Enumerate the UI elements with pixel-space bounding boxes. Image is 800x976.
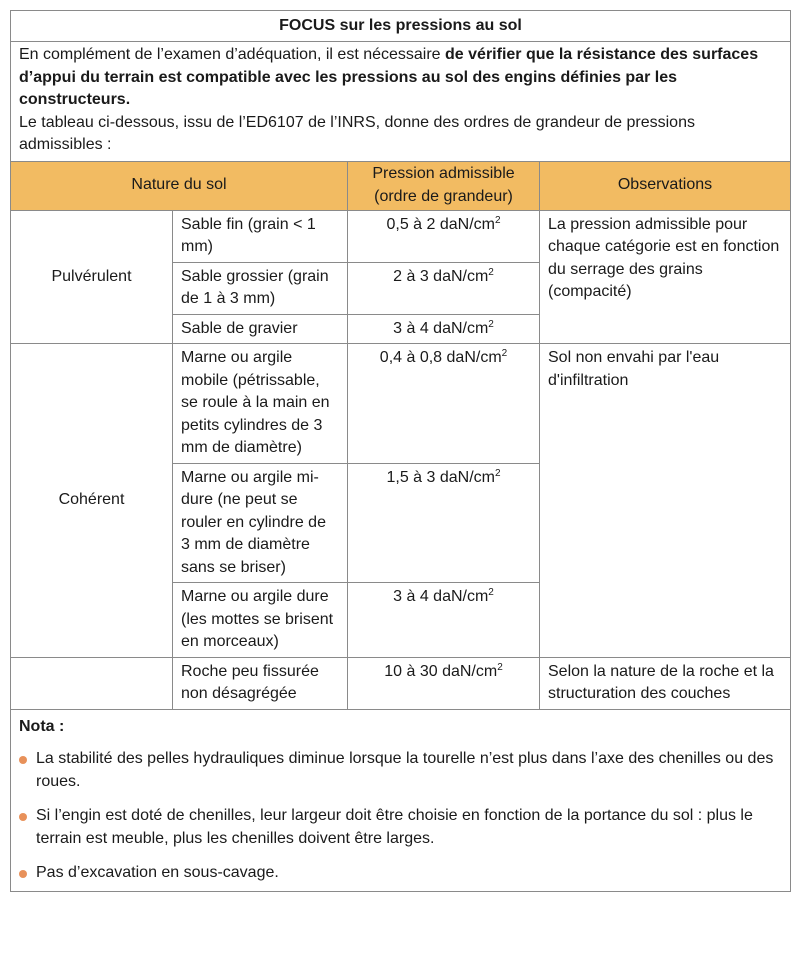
pressure-value: 3 à 4 daN/$cm^2$ bbox=[348, 314, 540, 344]
nota-item: Si l’engin est doté de chenilles, leur largeur doit être choisie en fonction de la portance du sol : plus le terrain est meuble, plus les chenilles doivent être larges. bbox=[19, 805, 782, 850]
pressure-value: 10 à 30 daN/$cm^2$ bbox=[348, 657, 540, 709]
soil-description: Sable grossier (grain de 1 à 3 mm) bbox=[173, 262, 348, 314]
soil-description: Sable fin (grain < 1 mm) bbox=[173, 210, 348, 262]
soil-description: Marne ou argile dure (les mottes se brisent en morceaux) bbox=[173, 583, 348, 658]
pressure-value: 3 à 4 daN/$cm^2$ bbox=[348, 583, 540, 658]
soil-description: Roche peu fissurée non désagrégée bbox=[173, 657, 348, 709]
focus-box bbox=[10, 10, 790, 892]
intro-bold: de vérifier que la résistance des surfaces d’appui du terrain est compatible avec les pressions au sol des engins définies par les constructeurs. bbox=[19, 46, 759, 108]
observation-cell: La pression admissible pour chaque catégorie est en fonction du serrage des grains (compacité) bbox=[540, 210, 791, 344]
bullet-dot-icon bbox=[19, 756, 27, 764]
category-cell: Cohérent bbox=[11, 344, 173, 658]
intro-part2: Le tableau ci-dessous, issu de l’ED6107 de l’INRS, donne des ordres de grandeur de pressions admissibles : bbox=[19, 113, 695, 153]
bullet-dot-icon bbox=[19, 870, 27, 878]
table-header-row bbox=[11, 161, 791, 210]
category-cell bbox=[11, 657, 173, 709]
pressure-value: 1,5 à 3 daN/$cm^2$ bbox=[348, 463, 540, 583]
header-pression: Pression admissible (ordre de grandeur) bbox=[348, 161, 540, 210]
intro-part1: En complément de l’examen d’adéquation, il est nécessaire bbox=[19, 46, 446, 63]
box-title: FOCUS sur les pressions au sol bbox=[11, 11, 791, 42]
table-row bbox=[11, 344, 791, 464]
pressure-table bbox=[10, 10, 791, 892]
pressure-value: 0,5 à 2 daN/$cm^2$ bbox=[348, 210, 540, 262]
table-row bbox=[11, 657, 791, 709]
observation-cell: Sol non envahi par l'eau d'infiltration bbox=[540, 344, 791, 658]
nota-item: La stabilité des pelles hydrauliques diminue lorsque la tourelle n’est plus dans l’axe des chenilles ou des roues. bbox=[19, 748, 782, 793]
header-observations: Observations bbox=[540, 161, 791, 210]
header-nature: Nature du sol bbox=[11, 161, 348, 210]
intro-text bbox=[11, 42, 791, 162]
category-cell: Pulvérulent bbox=[11, 210, 173, 344]
pressure-value: 2 à 3 daN/$cm^2$ bbox=[348, 262, 540, 314]
soil-description: Marne ou argile mobile (pétrissable, se roule à la main en petits cylindres de 3 mm de diamètre) bbox=[173, 344, 348, 464]
soil-description: Sable de gravier bbox=[173, 314, 348, 344]
nota-title: Nota : bbox=[19, 717, 65, 735]
nota-section bbox=[11, 709, 791, 891]
soil-description: Marne ou argile mi-dure (ne peut se rouler en cylindre de 3 mm de diamètre sans se briser) bbox=[173, 463, 348, 583]
nota-item: Pas d’excavation en sous-cavage. bbox=[19, 862, 782, 885]
observation-cell: Selon la nature de la roche et la structuration des couches bbox=[540, 657, 791, 709]
table-row bbox=[11, 210, 791, 262]
bullet-dot-icon bbox=[19, 813, 27, 821]
pressure-value: 0,4 à 0,8 daN/$cm^2$ bbox=[348, 344, 540, 464]
